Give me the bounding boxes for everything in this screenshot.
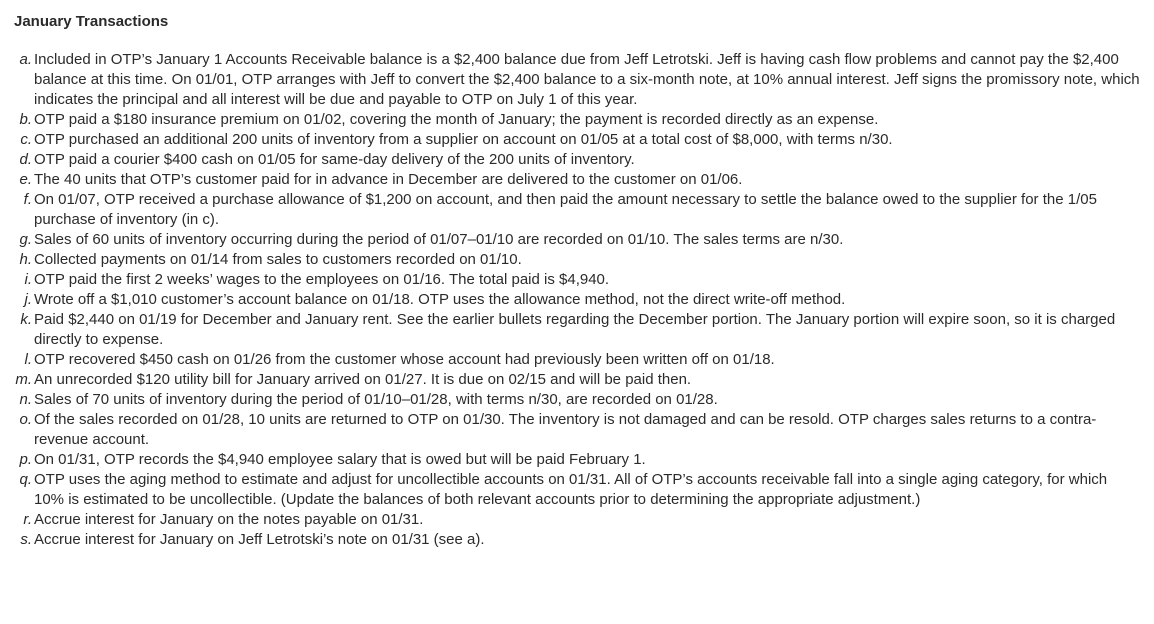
item-letter: l .	[14, 350, 32, 370]
item-text: OTP uses the aging method to estimate and adjust for uncollectible accounts on 01/31. All of OTP’s accounts receivable fall into a single aging category, for which 10% is estimated to be uncollectible. (Update the balances of both relevant accounts prior to determining the appropriate adjustment.)	[34, 471, 1108, 508]
item-letter: a .	[14, 50, 32, 70]
transaction-item	[14, 290, 1140, 310]
transaction-item	[14, 110, 1140, 130]
transaction-item	[14, 510, 1140, 530]
item-text: Paid $2,440 on 01/19 for December and January rent. See the earlier bullets regarding the December portion. The January portion will expire soon, so it is charged directly to expense.	[34, 311, 1116, 348]
transaction-item	[14, 310, 1140, 350]
item-letter: n .	[14, 390, 32, 410]
item-text: Collected payments on 01/14 from sales to customers recorded on 01/10.	[34, 251, 522, 268]
item-letter: c .	[14, 130, 32, 150]
item-text: Included in OTP’s January 1 Accounts Receivable balance is a $2,400 balance due from Jeff Letrotski. Jeff is having cash flow problems and cannot pay the $2,400 balance at this time. On 01/01, OTP arranges with Jeff to convert the $2,400 balance to a six-month note, at 10% annual interest. Jeff signs the promissory note, which indicates the principal and all interest will be due and payable to OTP on July 1 of this year.	[34, 51, 1140, 108]
item-letter: k .	[14, 310, 32, 330]
item-text: Wrote off a $1,010 customer’s account balance on 01/18. OTP uses the allowance method, not the direct write-off method.	[34, 291, 846, 308]
transaction-list	[14, 50, 1140, 550]
item-letter: e .	[14, 170, 32, 190]
item-letter: o .	[14, 410, 32, 430]
transaction-item	[14, 470, 1140, 510]
transaction-item	[14, 530, 1140, 550]
item-text: OTP purchased an additional 200 units of inventory from a supplier on account on 01/05 at a total cost of $8,000, with terms n/30.	[34, 131, 893, 148]
item-text: Sales of 60 units of inventory occurring during the period of 01/07–01/10 are recorded on 01/10. The sales terms are n/30.	[34, 231, 844, 248]
item-text: Sales of 70 units of inventory during the period of 01/10–01/28, with terms n/30, are recorded on 01/28.	[34, 391, 718, 408]
item-text: On 01/31, OTP records the $4,940 employee salary that is owed but will be paid February 1.	[34, 451, 646, 468]
transaction-item	[14, 410, 1140, 450]
item-text: OTP paid a courier $400 cash on 01/05 for same-day delivery of the 200 units of inventory.	[34, 151, 635, 168]
item-letter: s .	[14, 530, 32, 550]
item-text: Accrue interest for January on Jeff Letrotski’s note on 01/31 (see a).	[34, 531, 485, 548]
item-letter: d .	[14, 150, 32, 170]
item-text: On 01/07, OTP received a purchase allowance of $1,200 on account, and then paid the amount necessary to settle the balance owed to the supplier for the 1/05 purchase of inventory (in c).	[34, 191, 1097, 228]
transaction-item	[14, 450, 1140, 470]
transaction-item	[14, 270, 1140, 290]
item-letter: q .	[14, 470, 32, 490]
transaction-item	[14, 370, 1140, 390]
transaction-item	[14, 230, 1140, 250]
item-letter: i .	[14, 270, 32, 290]
transaction-item	[14, 250, 1140, 270]
transaction-item	[14, 50, 1140, 110]
item-text: Of the sales recorded on 01/28, 10 units are returned to OTP on 01/30. The inventory is not damaged and can be resold. OTP charges sales returns to a contra-revenue account.	[34, 411, 1097, 448]
transaction-item	[14, 350, 1140, 370]
item-text: The 40 units that OTP’s customer paid for in advance in December are delivered to the customer on 01/06.	[34, 171, 743, 188]
item-letter: j .	[14, 290, 32, 310]
item-text: OTP recovered $450 cash on 01/26 from the customer whose account had previously been written off on 01/18.	[34, 351, 775, 368]
item-letter: r .	[14, 510, 32, 530]
item-text: Accrue interest for January on the notes payable on 01/31.	[34, 511, 424, 528]
transaction-item	[14, 130, 1140, 150]
item-letter: p .	[14, 450, 32, 470]
item-text: OTP paid a $180 insurance premium on 01/02, covering the month of January; the payment is recorded directly as an expense.	[34, 111, 879, 128]
item-letter: h .	[14, 250, 32, 270]
item-letter: f .	[14, 190, 32, 210]
transaction-item	[14, 150, 1140, 170]
transaction-item	[14, 170, 1140, 190]
item-letter: b .	[14, 110, 32, 130]
transaction-item	[14, 190, 1140, 230]
section-title: January Transactions	[14, 13, 169, 30]
item-letter: m .	[14, 370, 32, 390]
transaction-item	[14, 390, 1140, 410]
item-letter: g .	[14, 230, 32, 250]
item-text: An unrecorded $120 utility bill for January arrived on 01/27. It is due on 02/15 and will be paid then.	[34, 371, 692, 388]
item-text: OTP paid the first 2 weeks’ wages to the employees on 01/16. The total paid is $4,940.	[34, 271, 610, 288]
